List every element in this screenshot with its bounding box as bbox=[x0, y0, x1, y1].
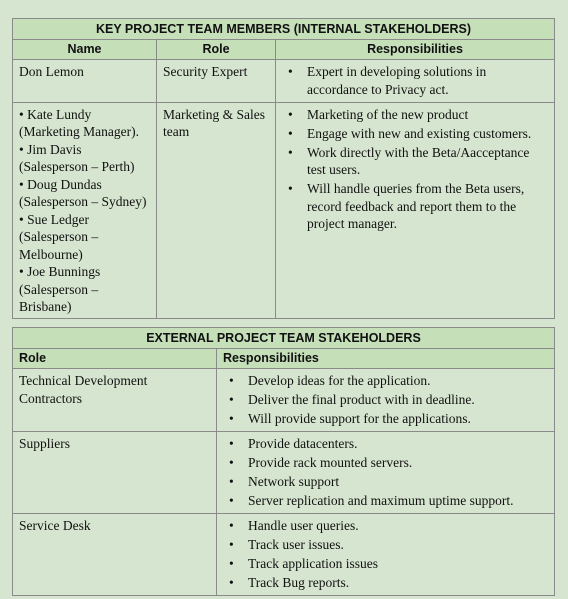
table-row bbox=[13, 432, 555, 514]
list-item: • Network support bbox=[223, 473, 548, 491]
member-name: Don Lemon bbox=[19, 64, 84, 79]
list-item: • Work directly with the Beta/Aacceptance test users. bbox=[282, 144, 548, 179]
table-row bbox=[13, 514, 555, 596]
name-cell bbox=[13, 60, 157, 103]
responsibilities-cell bbox=[217, 369, 555, 432]
member-name: • Sue Ledger (Salesperson – Melbourne) bbox=[19, 211, 99, 262]
role-cell: Service Desk bbox=[13, 514, 217, 596]
name-cell bbox=[13, 102, 157, 318]
list-item: • Handle user queries. bbox=[223, 517, 548, 535]
list-item: • Will provide support for the applications. bbox=[223, 410, 548, 428]
list-item: • Provide datacenters. bbox=[223, 435, 548, 453]
member-name: • Joe Bunnings (Salesperson – Brisbane) bbox=[19, 264, 101, 314]
role-cell: Technical Development Contractors bbox=[13, 369, 217, 432]
list-item: • Marketing of the new product bbox=[282, 106, 548, 124]
responsibilities-cell bbox=[276, 60, 555, 103]
list-item: • Expert in developing solutions in accordance to Privacy act. bbox=[282, 63, 548, 98]
member-name: • Jim Davis (Salesperson – Perth) bbox=[19, 141, 135, 174]
list-item: • Track Bug reports. bbox=[223, 574, 548, 592]
header-responsibilities: Responsibilities bbox=[276, 40, 555, 60]
responsibilities-cell bbox=[276, 102, 555, 318]
list-item: • Provide rack mounted servers. bbox=[223, 454, 548, 472]
member-name: • Kate Lundy (Marketing Manager). bbox=[19, 106, 139, 139]
header-name: Name bbox=[13, 40, 157, 60]
list-item: • Develop ideas for the application. bbox=[223, 372, 548, 390]
list-item: • Engage with new and existing customers. bbox=[282, 125, 548, 143]
header-role: Role bbox=[157, 40, 276, 60]
internal-table-title: KEY PROJECT TEAM MEMBERS (INTERNAL STAKEHOLDERS) bbox=[13, 19, 555, 40]
external-table-title: EXTERNAL PROJECT TEAM STAKEHOLDERS bbox=[13, 328, 555, 349]
header-role: Role bbox=[13, 349, 217, 369]
list-item: • Track application issues bbox=[223, 555, 548, 573]
member-name: • Doug Dundas (Salesperson – Sydney) bbox=[19, 176, 147, 209]
list-item: • Will handle queries from the Beta users, record feedback and report them to the project manager. bbox=[282, 180, 548, 233]
external-stakeholders-table bbox=[12, 327, 555, 596]
table-row bbox=[13, 102, 555, 318]
role-cell: Suppliers bbox=[13, 432, 217, 514]
role-cell: Marketing & Sales team bbox=[157, 102, 276, 318]
table-row bbox=[13, 369, 555, 432]
role-cell: Security Expert bbox=[157, 60, 276, 103]
list-item: • Server replication and maximum uptime support. bbox=[223, 492, 548, 510]
header-responsibilities: Responsibilities bbox=[217, 349, 555, 369]
responsibilities-cell bbox=[217, 432, 555, 514]
internal-stakeholders-table bbox=[12, 18, 555, 319]
list-item: • Deliver the final product with in deadline. bbox=[223, 391, 548, 409]
table-row bbox=[13, 60, 555, 103]
responsibilities-cell bbox=[217, 514, 555, 596]
list-item: • Track user issues. bbox=[223, 536, 548, 554]
